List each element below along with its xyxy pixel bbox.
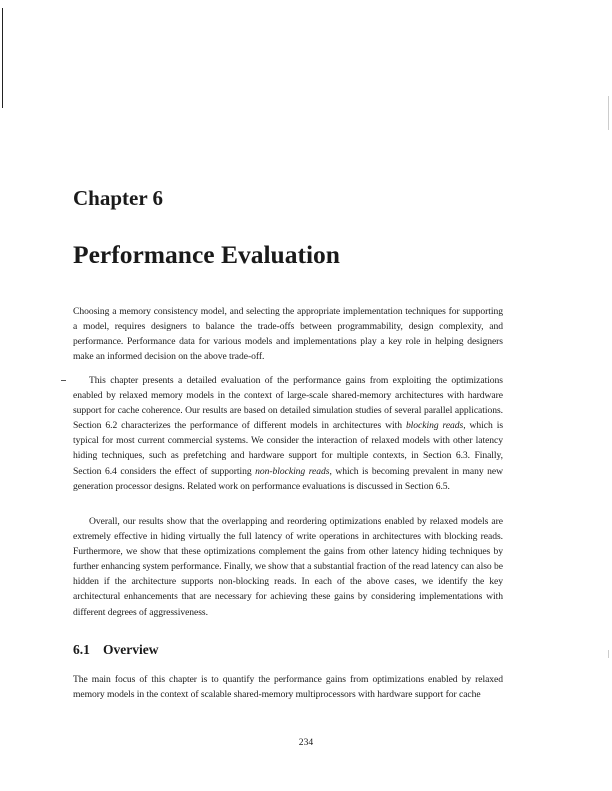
section-number: 6.1	[73, 642, 90, 657]
emphasis-non-blocking-reads: non-blocking reads	[255, 465, 330, 477]
emphasis-blocking-reads: blocking reads	[405, 420, 464, 432]
chapter-title: Performance Evaluation	[73, 240, 340, 269]
margin-mark	[61, 380, 66, 381]
scan-edge-mark	[608, 96, 609, 130]
paragraph-text: , which is becoming prevalent in many new generation processor designs. Related work on performance evaluations is discussed in Section 6.5.	[73, 465, 504, 492]
paragraph-intro: Choosing a memory consistency model, and selecting the appropriate implementation techniques for supporting a model, requires designers to balance the trade-offs between programmability, design complexity, and performance. Performance data for various models and implementations play a key role in helping designers make an informed decision on the above trade-off.	[73, 306, 503, 363]
scan-edge-mark	[608, 650, 609, 658]
left-margin-rule	[2, 8, 3, 108]
page-number: 234	[298, 737, 314, 748]
paragraph-overview: The main focus of this chapter is to quantify the performance gains from optimizations enabled by relaxed memory models in the context of scalable shared-memory multiprocessors with hardware support for cache	[73, 674, 503, 701]
paragraph-results-summary: Overall, our results show that the overlapping and reordering optimizations enabled by relaxed models are extremely effective in hiding virtually the full latency of write operations in architectures with blocking reads. Furthermore, we show that these optimizations complement the gains from other latency hiding techniques by further enhancing system performance. Finally, we show that a substantial fraction of the read latency can also be hidden if the architecture supports non-blocking reads. In each of the above cases, we identify the key architectural enhancements that are necessary for achieving these gains by considering implementations with different degrees of aggressiveness.	[73, 516, 503, 618]
paragraph-chapter-outline	[73, 373, 503, 494]
paragraph-text: This chapter presents a detailed evaluation of the performance gains from exploiting the optimizations enabled by relaxed memory models in the context of large-scale shared-memory architectures with hardware support for cache coherence. Our results are based on detailed simulation studies of several parallel applications. Section 6.2 characterizes the performance of different models in architectures with	[73, 375, 503, 432]
section-title: Overview	[103, 642, 159, 657]
chapter-label: Chapter 6	[73, 186, 164, 210]
paragraph-text: , which is typical for most current commercial systems. We consider the interaction of relaxed models with other latency hiding techniques, such as prefetching and hardware support for multiple contexts, in Section 6.3. Finally, Section 6.4 considers the effect of supporting	[73, 420, 503, 477]
section-heading	[73, 642, 158, 658]
